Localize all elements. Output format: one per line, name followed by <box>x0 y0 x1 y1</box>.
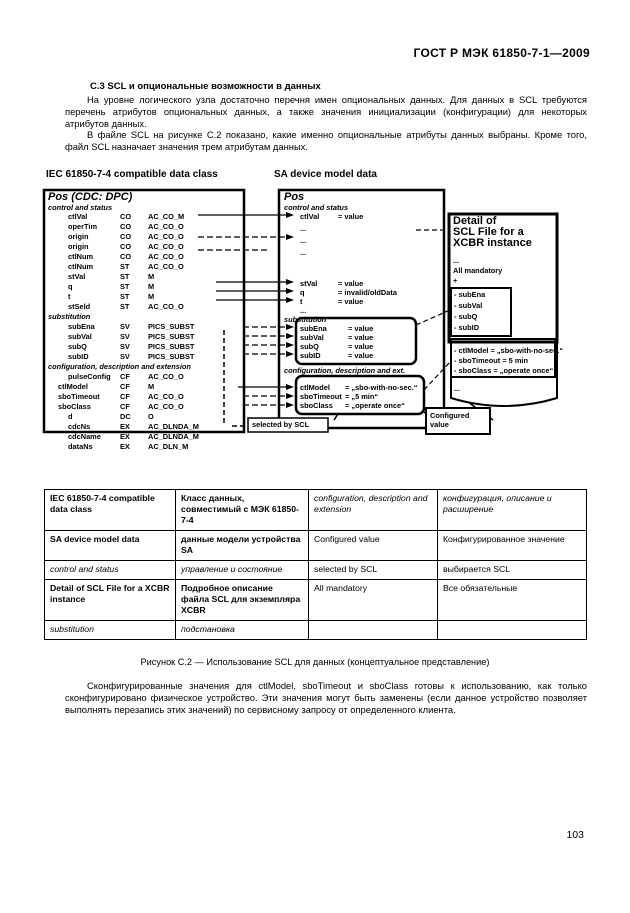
left-figure-title: IEC 61850-7-4 compatible data class <box>46 169 218 180</box>
right-plus: + <box>453 276 458 285</box>
mid-value: = „sbo-with-no-sec.“ <box>345 383 418 392</box>
row-name: cdcName <box>68 432 101 441</box>
row-name: subID <box>68 352 89 361</box>
legend-cell: Подробное описание файла SCL для экземпляра XCBR <box>176 580 309 621</box>
row-m: AC_CO_O <box>148 222 184 231</box>
row-m: M <box>148 282 155 291</box>
legend-table <box>44 489 587 640</box>
right-box-title-line3: XCBR instance <box>453 237 532 249</box>
mid-value: = value <box>338 297 364 306</box>
row-fc: EX <box>120 422 130 431</box>
row-name: operTim <box>68 222 98 231</box>
mid-attr: subEna <box>300 324 327 333</box>
group-label: substitution <box>284 315 327 324</box>
row-fc: CO <box>120 232 132 241</box>
row-m: PICS_SUBST <box>148 332 195 341</box>
row-fc: ST <box>120 262 130 271</box>
document-header: ГОСТ Р МЭК 61850-7-1—2009 <box>413 46 590 60</box>
row-fc: SV <box>120 332 130 341</box>
row-m: M <box>148 272 155 281</box>
figure-c2 <box>38 170 598 460</box>
row-m: PICS_SUBST <box>148 342 195 351</box>
paragraph: На уровне логического узла достаточно перечня имен опциональных данных. Для данных в SCL требуются перечень атрибутов опциональных данных, а также значения инициализации (конфигурации) для некоторых атрибутов данных. <box>65 94 587 129</box>
legend-cell: Configured value <box>309 531 438 561</box>
row-name: dataNs <box>68 442 93 451</box>
row-m: M <box>148 382 155 391</box>
legend-cell <box>309 621 438 640</box>
row-fc: SV <box>120 322 130 331</box>
mid-value: = „5 min“ <box>345 392 379 401</box>
row-name: subQ <box>68 342 87 351</box>
right-cfg-item: - sboTimeout = 5 min <box>454 356 528 365</box>
left-box-title: Pos (CDC: DPC) <box>48 191 133 203</box>
group-label: control and status <box>48 203 113 212</box>
row-fc: CF <box>120 372 130 381</box>
row-fc: CO <box>120 212 132 221</box>
mid-attr: ctlVal <box>300 212 320 221</box>
row-m: AC_DLN_M <box>148 442 189 451</box>
paragraph: Сконфигурированные значения для ctlModel, sboTimeout и sboClass готовы к использованию, как только сконфигурировано физическое устройство. Эти значения могут быть заменены (если данное устройство позволяет выполнять перезапись этих значений) по сервисному запросу от определенного клиента. <box>65 680 587 715</box>
right-dots: ... <box>453 256 460 265</box>
legend-cell: substitution <box>45 621 176 640</box>
row-m: AC_DLNDA_M <box>148 432 199 441</box>
row-name: cdcNs <box>68 422 91 431</box>
mid-attr: ctlModel <box>300 383 330 392</box>
row-m: AC_DLNDA_M <box>148 422 199 431</box>
right-sub-item: - subID <box>454 323 480 332</box>
right-sub-item: - subEna <box>454 290 486 299</box>
mid-attr: subVal <box>300 333 324 342</box>
row-name: subVal <box>68 332 92 341</box>
mid-value: = value <box>348 342 374 351</box>
mid-value: = value <box>338 279 364 288</box>
paragraph: В файле SCL на рисунке C.2 показано, какие именно опциональные атрибуты данных выбраны. Кроме того, файл SCL назначает значения трем атрибутам данных. <box>65 129 587 152</box>
row-fc: CO <box>120 222 132 231</box>
mid-attr: subQ <box>300 342 319 351</box>
legend-cell: All mandatory <box>309 580 438 621</box>
right-sub-item: - subVal <box>454 301 483 310</box>
row-name: q <box>68 282 73 291</box>
legend-cell: данные модели устройства SA <box>176 531 309 561</box>
table-row <box>45 490 587 531</box>
row-name: stVal <box>68 272 86 281</box>
legend-cell: Detail of SCL File for a XCBR instance <box>45 580 176 621</box>
row-name: t <box>68 292 71 301</box>
mid-attr: sboTimeout <box>300 392 342 401</box>
row-name: ctlNum <box>68 252 94 261</box>
row-name: d <box>68 412 73 421</box>
page-number: 103 <box>566 829 584 841</box>
row-m: PICS_SUBST <box>148 352 195 361</box>
legend-cell: SA device model data <box>45 531 176 561</box>
row-fc: ST <box>120 302 130 311</box>
row-fc: CF <box>120 392 130 401</box>
row-m: O <box>148 412 154 421</box>
table-row <box>45 531 587 561</box>
row-fc: ST <box>120 272 130 281</box>
row-fc: CF <box>120 382 130 391</box>
legend-cell: control and status <box>45 561 176 580</box>
row-m: AC_CO_O <box>148 232 184 241</box>
row-m: AC_CO_O <box>148 302 184 311</box>
row-m: AC_CO_O <box>148 392 184 401</box>
selected-by-scl-label: selected by SCL <box>252 420 310 429</box>
row-name: subEna <box>68 322 95 331</box>
table-row <box>45 561 587 580</box>
row-name: origin <box>68 232 89 241</box>
row-name: ctlNum <box>68 262 94 271</box>
mid-value: = value <box>348 333 374 342</box>
legend-cell: управление и состояние <box>176 561 309 580</box>
row-fc: ST <box>120 282 130 291</box>
mid-attr: t <box>300 297 303 306</box>
row-name: sboClass <box>58 402 91 411</box>
mid-attr: stVal <box>300 279 318 288</box>
mid-value: = invalid/oldData <box>338 288 397 297</box>
right-all-mandatory: All mandatory <box>453 266 503 275</box>
mid-value: = value <box>338 212 364 221</box>
right-cfg-item: - sboClass = „operate once“ <box>454 366 554 375</box>
row-m: AC_CO_M <box>148 212 185 221</box>
row-fc: SV <box>120 352 130 361</box>
row-m: AC_CO_O <box>148 402 184 411</box>
group-label: configuration, description and extension <box>48 362 191 371</box>
middle-box-title: Pos <box>284 191 305 203</box>
mid-dots: ... <box>300 306 307 315</box>
mid-dots: ... <box>300 224 307 233</box>
row-m: AC_CO_O <box>148 262 184 271</box>
legend-cell: подстановка <box>176 621 309 640</box>
legend-cell <box>438 621 587 640</box>
row-name: sboTimeout <box>58 392 100 401</box>
legend-cell: configuration, description and extension <box>309 490 438 531</box>
group-label: control and status <box>284 203 349 212</box>
row-fc: CO <box>120 252 132 261</box>
legend-cell: Конфигурированное значение <box>438 531 587 561</box>
group-label: configuration, description and ext. <box>284 366 406 375</box>
mid-attr: q <box>300 288 305 297</box>
row-fc: EX <box>120 442 130 451</box>
row-fc: SV <box>120 342 130 351</box>
legend-cell: selected by SCL <box>309 561 438 580</box>
mid-attr: subID <box>300 351 321 360</box>
row-name: stSeld <box>68 302 91 311</box>
row-m: PICS_SUBST <box>148 322 195 331</box>
row-fc: CF <box>120 402 130 411</box>
group-label: substitution <box>48 312 91 321</box>
figure-caption: Рисунок C.2 — Использование SCL для данных (концептуальное представление) <box>140 657 490 667</box>
row-m: AC_CO_O <box>148 252 184 261</box>
right-box-title-line2: SCL File for a <box>453 226 524 238</box>
legend-cell: Все обязательные <box>438 580 587 621</box>
row-name: origin <box>68 242 89 251</box>
row-fc: EX <box>120 432 130 441</box>
table-row <box>45 580 587 621</box>
legend-cell: конфигурация, описание и расширение <box>438 490 587 531</box>
section-title: C.3 SCL и опциональные возможности в данных <box>90 81 321 92</box>
right-sub-item: - subQ <box>454 312 478 321</box>
configured-value-label: Configured value <box>430 411 470 429</box>
right-box-title-line1: Detail of <box>453 215 497 227</box>
row-m: M <box>148 292 155 301</box>
right-cfg-item: - ctlModel = „sbo-with-no-sec.“ <box>454 346 564 355</box>
row-name: ctlModel <box>58 382 88 391</box>
legend-cell: Класс данных, совместимый с МЭК 61850-7-4 <box>176 490 309 531</box>
row-m: AC_CO_O <box>148 372 184 381</box>
legend-cell: IEC 61850-7-4 compatible data class <box>45 490 176 531</box>
row-m: AC_CO_O <box>148 242 184 251</box>
mid-dots: ... <box>300 248 307 257</box>
row-fc: CO <box>120 242 132 251</box>
row-name: ctlVal <box>68 212 88 221</box>
row-name: pulseConfig <box>68 372 111 381</box>
row-fc: ST <box>120 292 130 301</box>
middle-figure-title: SA device model data <box>274 169 377 180</box>
right-dots: ... <box>454 384 461 393</box>
mid-value: = value <box>348 351 374 360</box>
legend-cell: выбирается SCL <box>438 561 587 580</box>
mid-dots: ... <box>300 236 307 245</box>
table-row <box>45 621 587 640</box>
mid-attr: sboClass <box>300 401 333 410</box>
mid-value: = „operate once“ <box>345 401 405 410</box>
row-fc: DC <box>120 412 131 421</box>
mid-value: = value <box>348 324 374 333</box>
